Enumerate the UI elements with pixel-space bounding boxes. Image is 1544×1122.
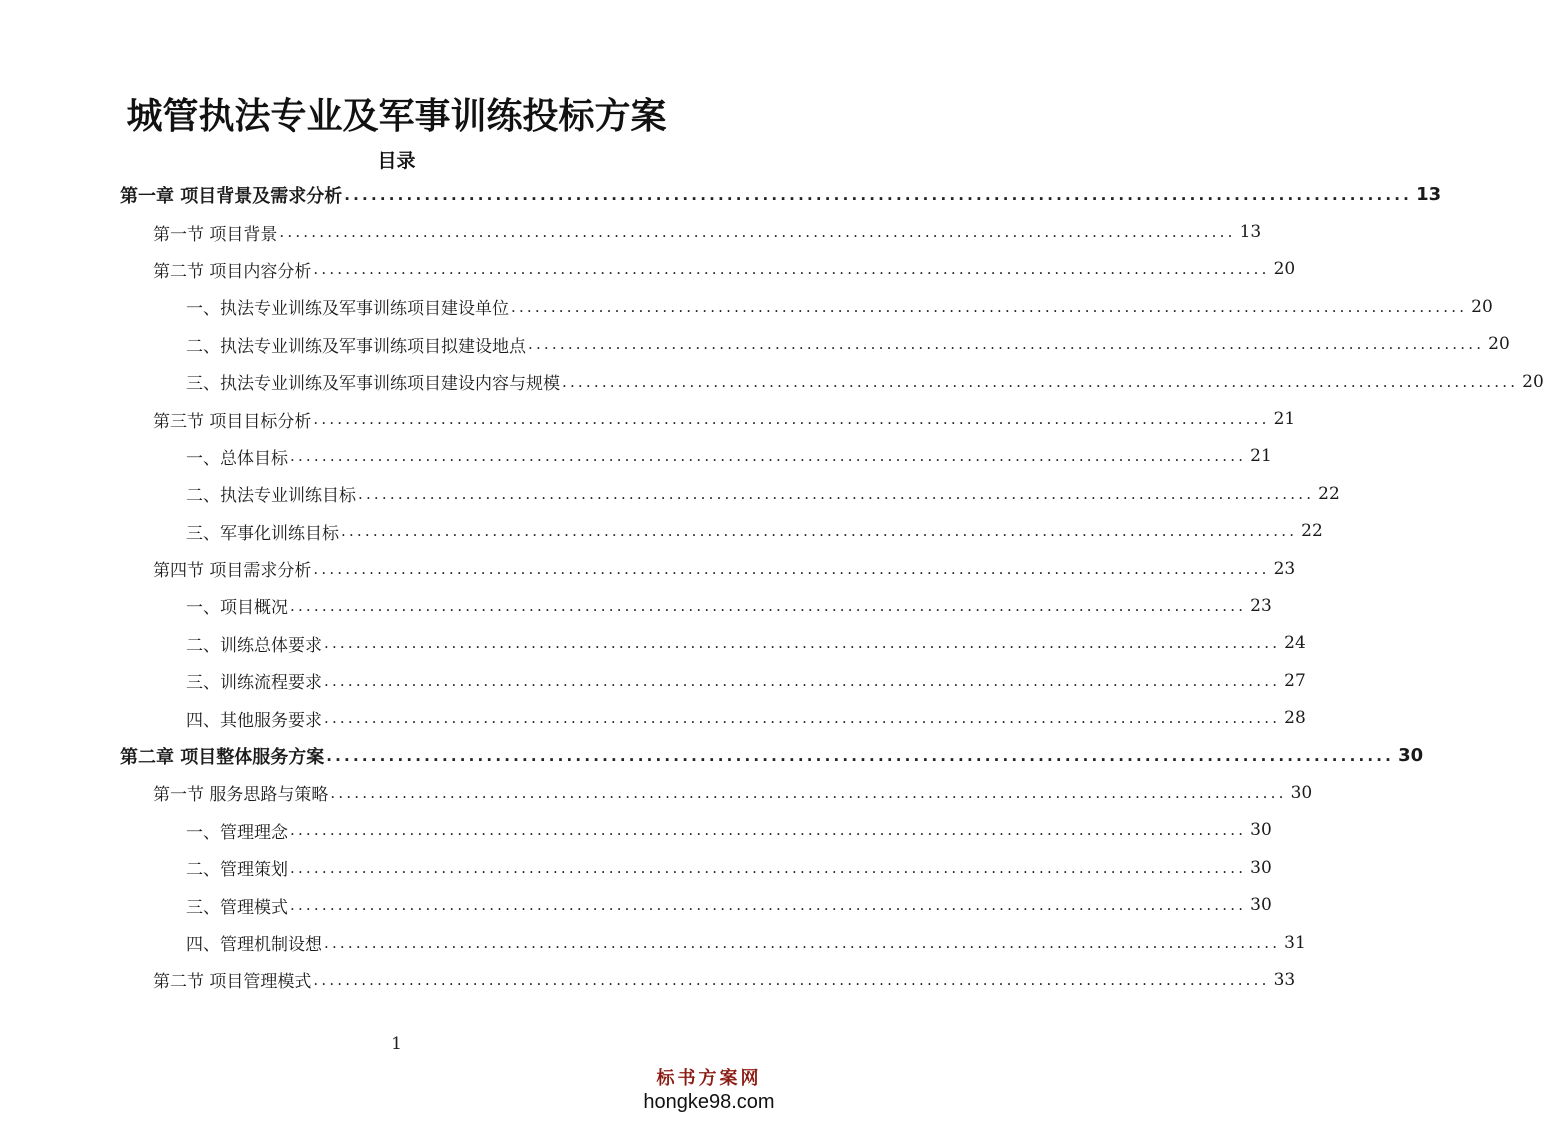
toc-entry-page: 31	[1284, 932, 1306, 953]
toc-entry[interactable]	[0, 363, 1544, 400]
toc-entry-page: 13	[1416, 184, 1442, 206]
toc-entry-label: 二、执法专业训练目标	[186, 481, 358, 506]
toc-entry[interactable]	[0, 961, 1296, 998]
toc-entry-page: 22	[1318, 483, 1340, 504]
toc-entry-page: 27	[1284, 670, 1306, 691]
toc-entry-page: 22	[1301, 521, 1323, 542]
toc-entry-label: 二、管理策划	[186, 855, 290, 880]
toc-entry[interactable]	[0, 587, 1272, 624]
toc-entry-label: 第一节 项目背景	[153, 220, 279, 245]
toc-leader-dots: ........................................................................................................................	[313, 559, 1270, 578]
toc-entry[interactable]	[0, 924, 1306, 961]
toc-entry[interactable]	[0, 400, 1296, 437]
toc-leader-dots: ........................................................................................................................	[324, 634, 1281, 653]
toc-entry-page: 30	[1250, 857, 1272, 878]
toc-leader-dots: ........................................................................................................................	[324, 933, 1281, 952]
toc-entry-page: 28	[1284, 708, 1306, 729]
toc-leader-dots: ........................................................................................................................	[313, 410, 1270, 429]
toc-leader-dots: ........................................................................................................................	[341, 522, 1298, 541]
toc-entry-page: 20	[1273, 259, 1296, 280]
toc-entry[interactable]	[0, 475, 1340, 512]
toc-entry-label: 第二节 项目管理模式	[153, 967, 313, 992]
toc-entry[interactable]	[0, 625, 1306, 662]
toc-entry-label: 三、管理模式	[186, 893, 290, 918]
toc-leader-dots: ........................................................................................................................	[324, 671, 1281, 690]
watermark-domain: hongke98.com	[643, 1091, 775, 1113]
toc-entry-label: 一、项目概况	[186, 593, 290, 618]
toc-entry-label: 二、训练总体要求	[186, 631, 324, 656]
toc-entry-label: 第三节 项目目标分析	[153, 407, 313, 432]
toc-entry-label: 一、管理理念	[186, 818, 290, 843]
toc-heading: 目录	[377, 150, 416, 172]
toc-entry[interactable]	[0, 886, 1272, 923]
table-of-contents	[0, 176, 1544, 999]
toc-entry-label: 第一节 服务思路与策略	[153, 780, 330, 805]
toc-leader-dots: ........................................................................................................................	[290, 596, 1247, 615]
toc-entry-label: 四、管理机制设想	[186, 930, 324, 955]
toc-entry-label: 三、执法专业训练及军事训练项目建设内容与规模	[186, 369, 562, 394]
document-title: 城管执法专业及军事训练投标方案	[126, 96, 667, 137]
toc-entry[interactable]	[0, 213, 1262, 250]
toc-entry-page: 24	[1284, 633, 1306, 654]
toc-entry[interactable]	[0, 176, 1442, 213]
toc-leader-dots: ........................................................................................................................	[290, 821, 1247, 840]
toc-entry[interactable]	[0, 550, 1296, 587]
toc-leader-dots: ........................................................................................................................	[511, 297, 1468, 316]
toc-entry[interactable]	[0, 812, 1272, 849]
toc-entry-page: 30	[1250, 820, 1272, 841]
toc-entry-page: 33	[1273, 969, 1296, 990]
toc-leader-dots: ........................................................................................................................	[326, 746, 1395, 765]
toc-entry-label: 一、执法专业训练及军事训练项目建设单位	[186, 294, 511, 319]
toc-entry-page: 30	[1290, 782, 1313, 803]
toc-leader-dots: ........................................................................................................................	[528, 335, 1485, 354]
toc-entry[interactable]	[0, 288, 1493, 325]
toc-entry-page: 13	[1239, 222, 1262, 243]
toc-entry-page: 23	[1250, 595, 1272, 616]
toc-leader-dots: ........................................................................................................................	[330, 783, 1287, 802]
toc-leader-dots: ........................................................................................................................	[290, 447, 1247, 466]
toc-entry[interactable]	[0, 251, 1296, 288]
toc-entry[interactable]	[0, 326, 1510, 363]
toc-entry-label: 一、总体目标	[186, 444, 290, 469]
site-watermark	[639, 1068, 779, 1114]
toc-entry-label: 第四节 项目需求分析	[153, 556, 313, 581]
toc-entry[interactable]	[0, 774, 1313, 811]
toc-entry-label: 三、军事化训练目标	[186, 519, 341, 544]
toc-leader-dots: ........................................................................................................................	[290, 896, 1247, 915]
toc-entry-page: 30	[1250, 895, 1272, 916]
toc-leader-dots: ........................................................................................................................	[344, 185, 1413, 204]
toc-leader-dots: ........................................................................................................................	[279, 223, 1236, 242]
toc-entry-label: 二、执法专业训练及军事训练项目拟建设地点	[186, 332, 528, 357]
toc-entry-label: 第二节 项目内容分析	[153, 257, 313, 282]
toc-entry[interactable]	[0, 737, 1424, 774]
toc-leader-dots: ........................................................................................................................	[324, 709, 1281, 728]
toc-leader-dots: ........................................................................................................................	[313, 970, 1270, 989]
toc-entry[interactable]	[0, 438, 1272, 475]
toc-entry-label: 第一章 项目背景及需求分析	[120, 182, 344, 208]
toc-entry-label: 三、训练流程要求	[186, 668, 324, 693]
toc-leader-dots: ........................................................................................................................	[290, 858, 1247, 877]
toc-entry[interactable]	[0, 662, 1306, 699]
toc-entry-page: 21	[1250, 446, 1272, 467]
toc-leader-dots: ........................................................................................................................	[313, 260, 1270, 279]
toc-entry[interactable]	[0, 513, 1323, 550]
toc-leader-dots: ........................................................................................................................	[358, 484, 1315, 503]
toc-entry[interactable]	[0, 699, 1306, 736]
toc-entry-page: 20	[1488, 334, 1510, 355]
toc-entry-label: 四、其他服务要求	[186, 706, 324, 731]
toc-leader-dots: ........................................................................................................................	[562, 372, 1519, 391]
toc-entry-page: 21	[1273, 409, 1296, 430]
page-number: 1	[391, 1034, 402, 1054]
toc-entry-page: 20	[1522, 371, 1544, 392]
toc-entry-page: 20	[1471, 296, 1493, 317]
toc-entry-page: 23	[1273, 558, 1296, 579]
toc-entry[interactable]	[0, 849, 1272, 886]
toc-entry-page: 30	[1398, 745, 1424, 767]
watermark-name: 标书方案网	[656, 1068, 762, 1089]
toc-entry-label: 第二章 项目整体服务方案	[120, 743, 326, 769]
